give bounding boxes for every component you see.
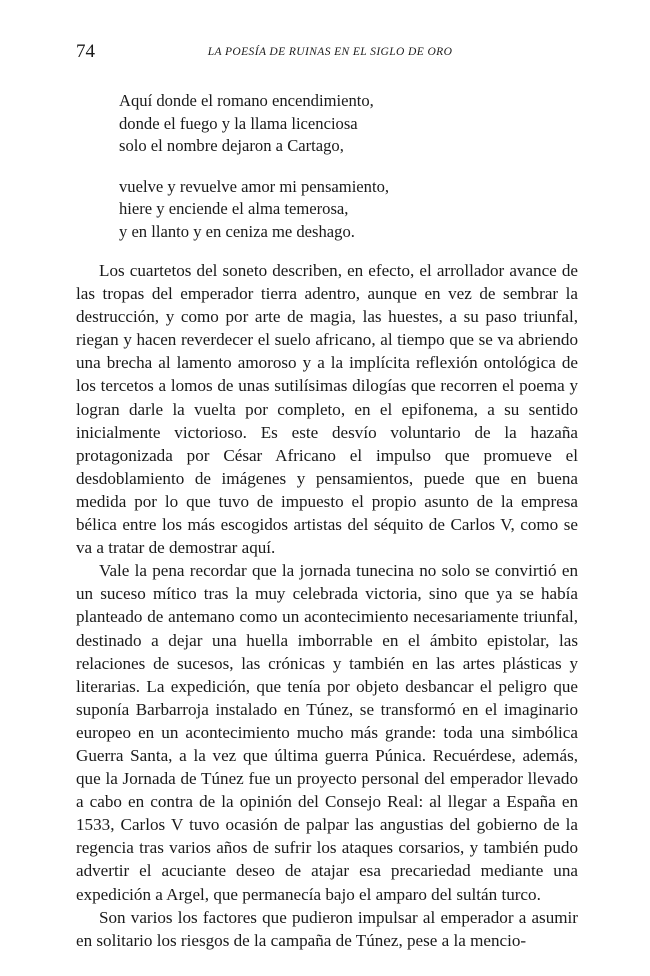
verse-stanza (119, 176, 389, 244)
body-paragraph: Vale la pena recordar que la jornada tunecina no solo se convirtió en un suceso mítico tras la muy celebrada victoria, sino que ya se había planteado de antemano como un acontecimiento necesariamente triunfal, destinado a dejar una huella imborrable en el ámbito epistolar, las relaciones de sucesos, las crónicas y también en las artes plásticas y literarias. La expedición, que tenía por objeto desbancar el peligro que suponía Barbarroja instalado en Túnez, se transformó en el imaginario europeo en un acontecimiento mucho más grande: toda una simbólica Guerra Santa, a la vez que última guerra Púnica. Recuérdese, además, que la Jornada de Túnez fue un proyecto personal del emperador llevado a cabo en contra de la opinión del Consejo Real: al llegar a España en 1533, Carlos V tuvo ocasión de palpar las angustias del gobierno de la regencia tras varios años de sufrir los ataques corsarios, y también pudo advertir el acuciante deseo de atajar esa precariedad mediante una expedición a Argel, que permanecía bajo el amparo del sultán turco. (76, 561, 578, 904)
verse-line: y en llanto y en ceniza me deshago. (119, 221, 355, 241)
running-title: LA POESÍA DE RUINAS EN EL SIGLO DE ORO (207, 46, 453, 58)
verse-quotation (119, 90, 389, 261)
verse-line: donde el fuego y la llama licenciosa (119, 113, 358, 133)
verse-line: Aquí donde el romano encendimiento, (119, 91, 374, 110)
verse-line: solo el nombre dejaron a Cartago, (119, 136, 344, 155)
verse-line: vuelve y revuelve amor mi pensamiento, (119, 176, 390, 196)
body-paragraph: Son varios los factores que pudieron impulsar al emperador a asumir en solitario los riesgos de la campaña de Túnez, pese a la mencio- (76, 907, 578, 950)
verse-stanza (119, 90, 389, 158)
verse-line: hiere y enciende el alma temerosa, (119, 199, 349, 218)
page-number: 74 (76, 41, 95, 62)
body-text (76, 259, 578, 952)
body-paragraph: Los cuartetos del soneto describen, en efecto, el arrollador avance de las tropas del emperador tierra adentro, aunque en vez de sembrar la destrucción, y como por arte de magia, las huestes, a su paso triunfal, riegan y hacen reverdecer el suelo africano, al tiempo que se va abriendo una brecha al lamento amoroso y a la implícita reflexión ontológica de los tercetos a lomos de unas sutilísimas dilogías que recorren el poema y logran darle la vuelta por completo, en el epifonema, a su sentido inicialmente victorioso. Es este desvío voluntario de la hazaña protagonizada por César Africano el impulso que promueve el desdoblamiento de imágenes y pensamientos, puede que en buena medida por lo que tuvo de impuesto el propio asunto de la empresa bélica entre los más escogidos artistas del séquito de Carlos V, como se va a tratar de demostrar aquí. (76, 261, 578, 558)
